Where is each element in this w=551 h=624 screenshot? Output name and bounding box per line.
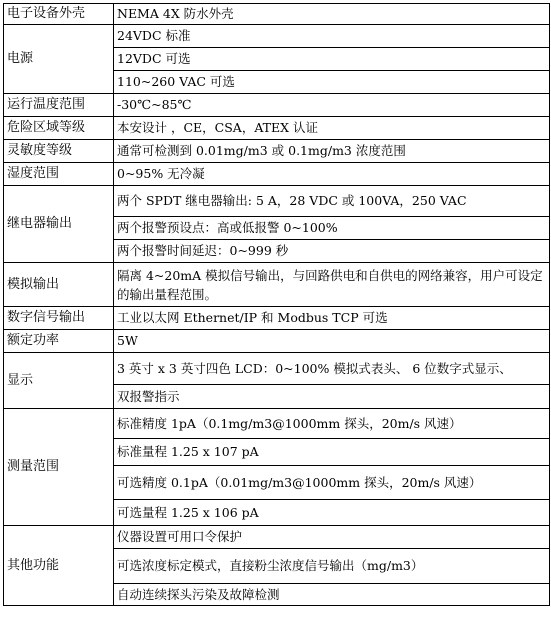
row-value: 24VDC 标准 <box>114 25 550 48</box>
row-value: 工业以太网 Ethernet/IP 和 Modbus TCP 可选 <box>114 307 550 330</box>
table-row <box>4 4 550 25</box>
row-value: 两个 SPDT 继电器输出: 5 A，28 VDC 或 100VA，250 VAC <box>114 186 550 217</box>
table-row <box>4 263 550 307</box>
row-value: 自动连续探头污染及故障检测 <box>114 584 550 606</box>
row-value: 两个报警时间延迟：0~999 秒 <box>114 240 550 263</box>
table-row <box>4 330 550 353</box>
row-value: -30℃~85℃ <box>114 94 550 117</box>
row-value: 隔离 4~20mA 模拟信号输出，与回路供电和自供电的网络兼容，用户可设定的输出量程范围。 <box>114 263 550 307</box>
row-value: 110~260 VAC 可选 <box>114 71 550 94</box>
table-row <box>4 117 550 140</box>
row-label: 危险区域等级 <box>4 117 114 140</box>
row-label: 继电器输出 <box>4 186 114 263</box>
row-value: 双报警指示 <box>114 385 550 409</box>
row-value: 5W <box>114 330 550 353</box>
row-value: 仪器设置可用口令保护 <box>114 526 550 549</box>
table-row <box>4 409 550 439</box>
table-row <box>4 140 550 163</box>
table-row <box>4 307 550 330</box>
row-value: 0~95% 无冷凝 <box>114 163 550 186</box>
row-value: 本安设计 ，CE，CSA，ATEX 认证 <box>114 117 550 140</box>
row-value: 3 英寸 x 3 英寸四色 LCD：0~100% 模拟式表头、 6 位数字式显示、 <box>114 353 550 385</box>
row-value: 通常可检测到 0.01mg/m3 或 0.1mg/m3 浓度范围 <box>114 140 550 163</box>
table-row <box>4 526 550 549</box>
row-label: 显示 <box>4 353 114 409</box>
row-label: 额定功率 <box>4 330 114 353</box>
table-row <box>4 186 550 217</box>
row-label: 运行温度范围 <box>4 94 114 117</box>
row-value: NEMA 4X 防水外壳 <box>114 4 550 25</box>
row-label: 其他功能 <box>4 526 114 606</box>
row-label: 湿度范围 <box>4 163 114 186</box>
row-label: 电子设备外壳 <box>4 4 114 25</box>
row-value: 标准量程 1.25 x 107 pA <box>114 439 550 466</box>
row-label: 测量范围 <box>4 409 114 526</box>
row-label: 模拟输出 <box>4 263 114 307</box>
spec-table <box>3 3 550 606</box>
row-value: 12VDC 可选 <box>114 48 550 71</box>
row-value: 两个报警预设点：高或低报警 0~100% <box>114 217 550 240</box>
row-value: 可选精度 0.1pA（0.01mg/m3@1000mm 探头，20m/s 风速） <box>114 466 550 500</box>
table-row <box>4 94 550 117</box>
row-label: 灵敏度等级 <box>4 140 114 163</box>
table-row <box>4 353 550 385</box>
row-label: 数字信号输出 <box>4 307 114 330</box>
row-value: 可选浓度标定模式，直接粉尘浓度信号输出（mg/m3） <box>114 549 550 584</box>
row-value: 可选量程 1.25 x 106 pA <box>114 500 550 526</box>
row-value: 标准精度 1pA（0.1mg/m3@1000mm 探头，20m/s 风速） <box>114 409 550 439</box>
table-row <box>4 25 550 48</box>
table-row <box>4 163 550 186</box>
spec-sheet <box>3 3 549 606</box>
row-label: 电源 <box>4 25 114 94</box>
